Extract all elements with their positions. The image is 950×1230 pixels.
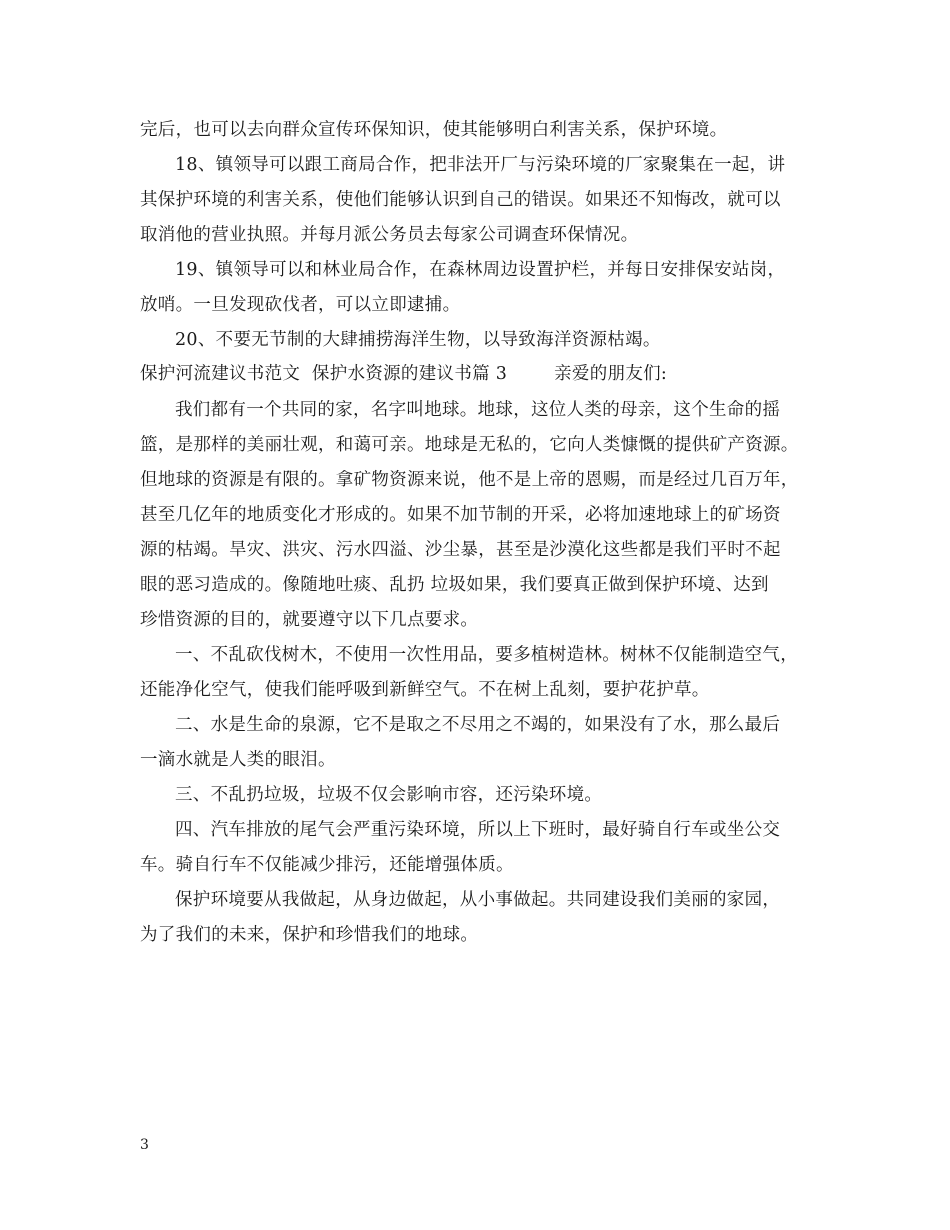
text-line: 一滴水就是人类的眼泪。 bbox=[140, 750, 336, 770]
text-line: 篮，是那样的美丽壮观，和蔼可亲。地球是无私的，它向人类慷慨的提供矿产资源。 bbox=[140, 435, 799, 455]
text-line: 但地球的资源是有限的。拿矿物资源来说，他不是上帝的恩赐，而是经过几百万年， bbox=[140, 470, 799, 490]
text-line: 我们都有一个共同的家，名字叫地球。地球，这位人类的母亲，这个生命的摇 bbox=[175, 400, 781, 420]
text-line: 一、不乱砍伐树木，不使用一次性用品，要多植树造林。树林不仅能制造空气， bbox=[175, 645, 798, 665]
text-line: 放哨。一旦发现砍伐者，可以立即逮捕。 bbox=[140, 295, 461, 315]
text-line: 二、水是生命的泉源，它不是取之不尽用之不竭的，如果没有了水，那么最后 bbox=[175, 715, 781, 735]
section-heading-line: 保护河流建议书范文 保护水资源的建议书篇 3 亲爱的朋友们: bbox=[140, 364, 668, 384]
text-line: 甚至几亿年的地质变化才形成的。如果不加节制的开采，必将加速地球上的矿场资 bbox=[140, 505, 781, 525]
text-line: 源的枯竭。旱灾、洪灾、污水四溢、沙尘暴，甚至是沙漠化这些都是我们平时不起 bbox=[140, 540, 781, 560]
text-line: 珍惜资源的目的，就要遵守以下几点要求。 bbox=[140, 610, 479, 630]
text-line: 车。骑自行车不仅能减少排污，还能增强体质。 bbox=[140, 855, 514, 875]
text-line: 眼的恶习造成的。像随地吐痰、乱扔 垃圾如果，我们要真正做到保护环境、达到 bbox=[140, 575, 769, 595]
text-line: 20、不要无节制的大肆捕捞海洋生物，以导致海洋资源枯竭。 bbox=[175, 330, 661, 350]
text-line: 取消他的营业执照。并每月派公务员去每家公司调查环保情况。 bbox=[140, 225, 639, 245]
text-line: 四、汽车排放的尾气会严重污染环境，所以上下班时，最好骑自行车或坐公交 bbox=[175, 820, 781, 840]
text-line: 完后，也可以去向群众宣传环保知识，使其能够明白利害关系，保护环境。 bbox=[140, 120, 728, 140]
page-number: 3 bbox=[140, 1137, 149, 1153]
text-line: 三、不乱扔垃圾，垃圾不仅会影响市容，还污染环境。 bbox=[175, 785, 603, 805]
text-line: 还能净化空气，使我们能呼吸到新鲜空气。不在树上乱刻，要护花护草。 bbox=[140, 680, 710, 700]
text-line: 18、镇领导可以跟工商局合作，把非法开厂与污染环境的厂家聚集在一起，讲 bbox=[175, 155, 786, 175]
text-line: 19、镇领导可以和林业局合作，在森林周边设置护栏，并每日安排保安站岗， bbox=[175, 260, 786, 280]
text-line: 保护环境要从我做起，从身边做起，从小事做起。共同建设我们美丽的家园， bbox=[175, 890, 781, 910]
text-line: 为了我们的未来，保护和珍惜我们的地球。 bbox=[140, 925, 479, 945]
text-line: 其保护环境的利害关系，使他们能够认识到自己的错误。如果还不知悔改，就可以 bbox=[140, 190, 781, 210]
